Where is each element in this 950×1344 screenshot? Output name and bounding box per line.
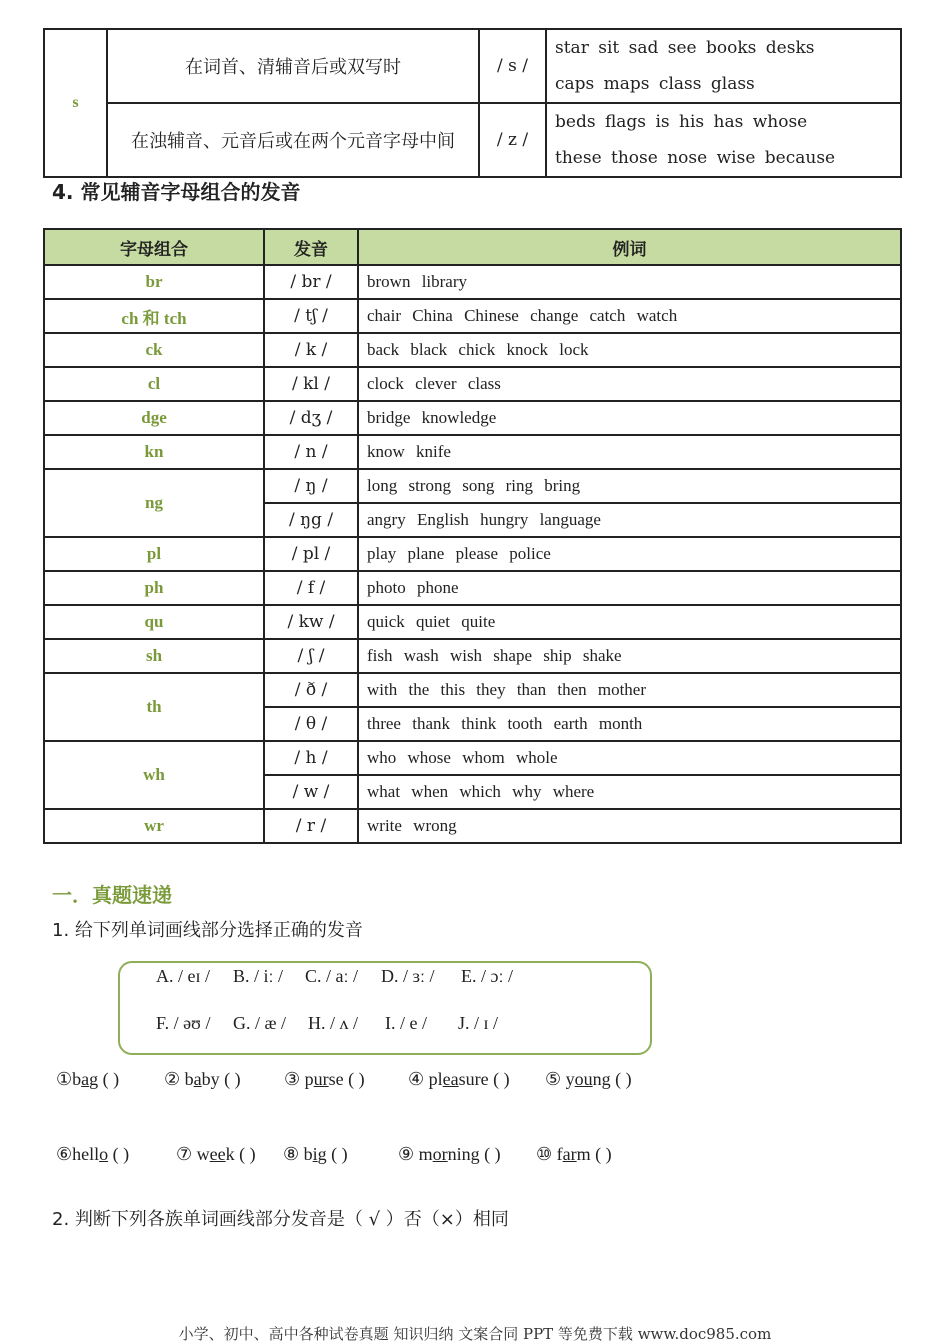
example-line: caps maps class glass bbox=[555, 74, 755, 94]
examples-cell: angry English hungry language bbox=[358, 503, 901, 537]
option-d: D. / ɜː / bbox=[381, 966, 435, 986]
question-2: 2. 判断下列各族单词画线部分发音是（ √ ）否（×）相同 bbox=[52, 1209, 509, 1230]
ipa-cell: / ð / bbox=[264, 673, 358, 707]
table-row bbox=[44, 639, 901, 673]
section-title: 4. 常见辅音字母组合的发音 bbox=[52, 180, 301, 204]
ipa-cell: / pl / bbox=[264, 537, 358, 571]
combo-cell: th bbox=[44, 673, 264, 741]
combo-cell: cl bbox=[44, 367, 264, 401]
consonant-combo-table bbox=[43, 228, 902, 844]
ipa-cell: / br / bbox=[264, 265, 358, 299]
table-row bbox=[44, 673, 901, 707]
ipa-cell: / w / bbox=[264, 775, 358, 809]
header-ipa: 发音 bbox=[264, 229, 358, 265]
list-item: ③ purse ( ) bbox=[284, 1069, 365, 1089]
examples-cell: fish wash wish shape ship shake bbox=[358, 639, 901, 673]
list-item: ④ pleasure ( ) bbox=[408, 1069, 510, 1089]
examples-cell: photo phone bbox=[358, 571, 901, 605]
combo-cell: kn bbox=[44, 435, 264, 469]
ipa-cell: / ʃ / bbox=[264, 639, 358, 673]
ipa-cell: / h / bbox=[264, 741, 358, 775]
combo-cell: wr bbox=[44, 809, 264, 843]
example-line: beds flags is his has whose bbox=[555, 112, 808, 132]
list-item: ② baby ( ) bbox=[164, 1069, 241, 1089]
ipa-cell: / s / bbox=[479, 29, 546, 103]
table-header-row bbox=[44, 229, 901, 265]
table-row bbox=[44, 367, 901, 401]
table-row bbox=[44, 435, 901, 469]
list-item: ⑤ young ( ) bbox=[545, 1069, 632, 1089]
option-f: F. / əʊ / bbox=[156, 1013, 211, 1033]
examples-cell: play plane please police bbox=[358, 537, 901, 571]
examples-cell: with the this they than then mother bbox=[358, 673, 901, 707]
examples-cell: bridge knowledge bbox=[358, 401, 901, 435]
combo-cell: br bbox=[44, 265, 264, 299]
list-item: ①bag ( ) bbox=[56, 1069, 120, 1089]
ipa-cell: / n / bbox=[264, 435, 358, 469]
examples-cell: quick quiet quite bbox=[358, 605, 901, 639]
ipa-cell: / ŋ / bbox=[264, 469, 358, 503]
ipa-cell: / r / bbox=[264, 809, 358, 843]
rule-cell: 在浊辅音、元音后或在两个元音字母中间 bbox=[107, 103, 479, 177]
rule-cell: 在词首、清辅音后或双写时 bbox=[107, 29, 479, 103]
ipa-cell: / k / bbox=[264, 333, 358, 367]
option-b: B. / iː / bbox=[233, 966, 284, 986]
table-row bbox=[44, 605, 901, 639]
ipa-cell: / kw / bbox=[264, 605, 358, 639]
letter-cell: s bbox=[44, 29, 107, 177]
combo-cell: dge bbox=[44, 401, 264, 435]
ipa-cell: / f / bbox=[264, 571, 358, 605]
exercise-title: 一．真题速递 bbox=[52, 883, 172, 907]
combo-cell: ph bbox=[44, 571, 264, 605]
ipa-cell: / ŋg / bbox=[264, 503, 358, 537]
s-pronunciation-table bbox=[43, 28, 902, 178]
option-j: J. / ɪ / bbox=[458, 1013, 499, 1033]
question-1: 1. 给下列单词画线部分选择正确的发音 bbox=[52, 920, 363, 941]
table-row bbox=[44, 333, 901, 367]
examples-cell: write wrong bbox=[358, 809, 901, 843]
option-g: G. / æ / bbox=[233, 1013, 287, 1033]
table-row bbox=[44, 809, 901, 843]
option-h: H. / ʌ / bbox=[308, 1013, 359, 1033]
option-a: A. / eɪ / bbox=[156, 966, 210, 986]
combo-cell: ng bbox=[44, 469, 264, 537]
examples-cell: know knife bbox=[358, 435, 901, 469]
option-c: C. / aː / bbox=[305, 966, 358, 986]
examples-cell: what when which why where bbox=[358, 775, 901, 809]
list-item: ⑩ farm ( ) bbox=[536, 1144, 612, 1164]
table-row bbox=[44, 537, 901, 571]
examples-cell bbox=[546, 29, 901, 103]
combo-cell: sh bbox=[44, 639, 264, 673]
examples-cell: brown library bbox=[358, 265, 901, 299]
footer: 小学、初中、高中各种试卷真题 知识归纳 文案合同 PPT 等免费下载 www.doc985.com bbox=[178, 1325, 772, 1343]
combo-cell: ck bbox=[44, 333, 264, 367]
table-row bbox=[44, 469, 901, 503]
option-e: E. / ɔː / bbox=[461, 966, 513, 986]
examples-cell bbox=[546, 103, 901, 177]
examples-cell: clock clever class bbox=[358, 367, 901, 401]
ipa-cell: / dʒ / bbox=[264, 401, 358, 435]
table-row bbox=[44, 265, 901, 299]
option-i: I. / e / bbox=[385, 1013, 427, 1033]
ipa-cell: / tʃ / bbox=[264, 299, 358, 333]
combo-cell: ch 和 tch bbox=[44, 299, 264, 333]
list-item: ⑧ big ( ) bbox=[283, 1144, 348, 1164]
list-item: ⑨ morning ( ) bbox=[398, 1144, 501, 1164]
example-line: these those nose wise because bbox=[555, 148, 836, 168]
examples-cell: back black chick knock lock bbox=[358, 333, 901, 367]
table-row bbox=[44, 103, 901, 177]
combo-cell: wh bbox=[44, 741, 264, 809]
examples-cell: three thank think tooth earth month bbox=[358, 707, 901, 741]
examples-cell: who whose whom whole bbox=[358, 741, 901, 775]
examples-cell: chair China Chinese change catch watch bbox=[358, 299, 901, 333]
combo-cell: qu bbox=[44, 605, 264, 639]
table-row bbox=[44, 299, 901, 333]
combo-cell: pl bbox=[44, 537, 264, 571]
header-combo: 字母组合 bbox=[44, 229, 264, 265]
table-row bbox=[44, 401, 901, 435]
table-row bbox=[44, 741, 901, 775]
header-examples: 例词 bbox=[358, 229, 901, 265]
ipa-cell: / θ / bbox=[264, 707, 358, 741]
list-item: ⑦ week ( ) bbox=[176, 1144, 256, 1164]
table-row bbox=[44, 29, 901, 103]
examples-cell: long strong song ring bring bbox=[358, 469, 901, 503]
ipa-cell: / z / bbox=[479, 103, 546, 177]
list-item: ⑥hello ( ) bbox=[56, 1144, 130, 1164]
table-row bbox=[44, 571, 901, 605]
example-line: star sit sad see books desks bbox=[555, 38, 815, 58]
ipa-cell: / kl / bbox=[264, 367, 358, 401]
options-box bbox=[118, 961, 652, 1055]
